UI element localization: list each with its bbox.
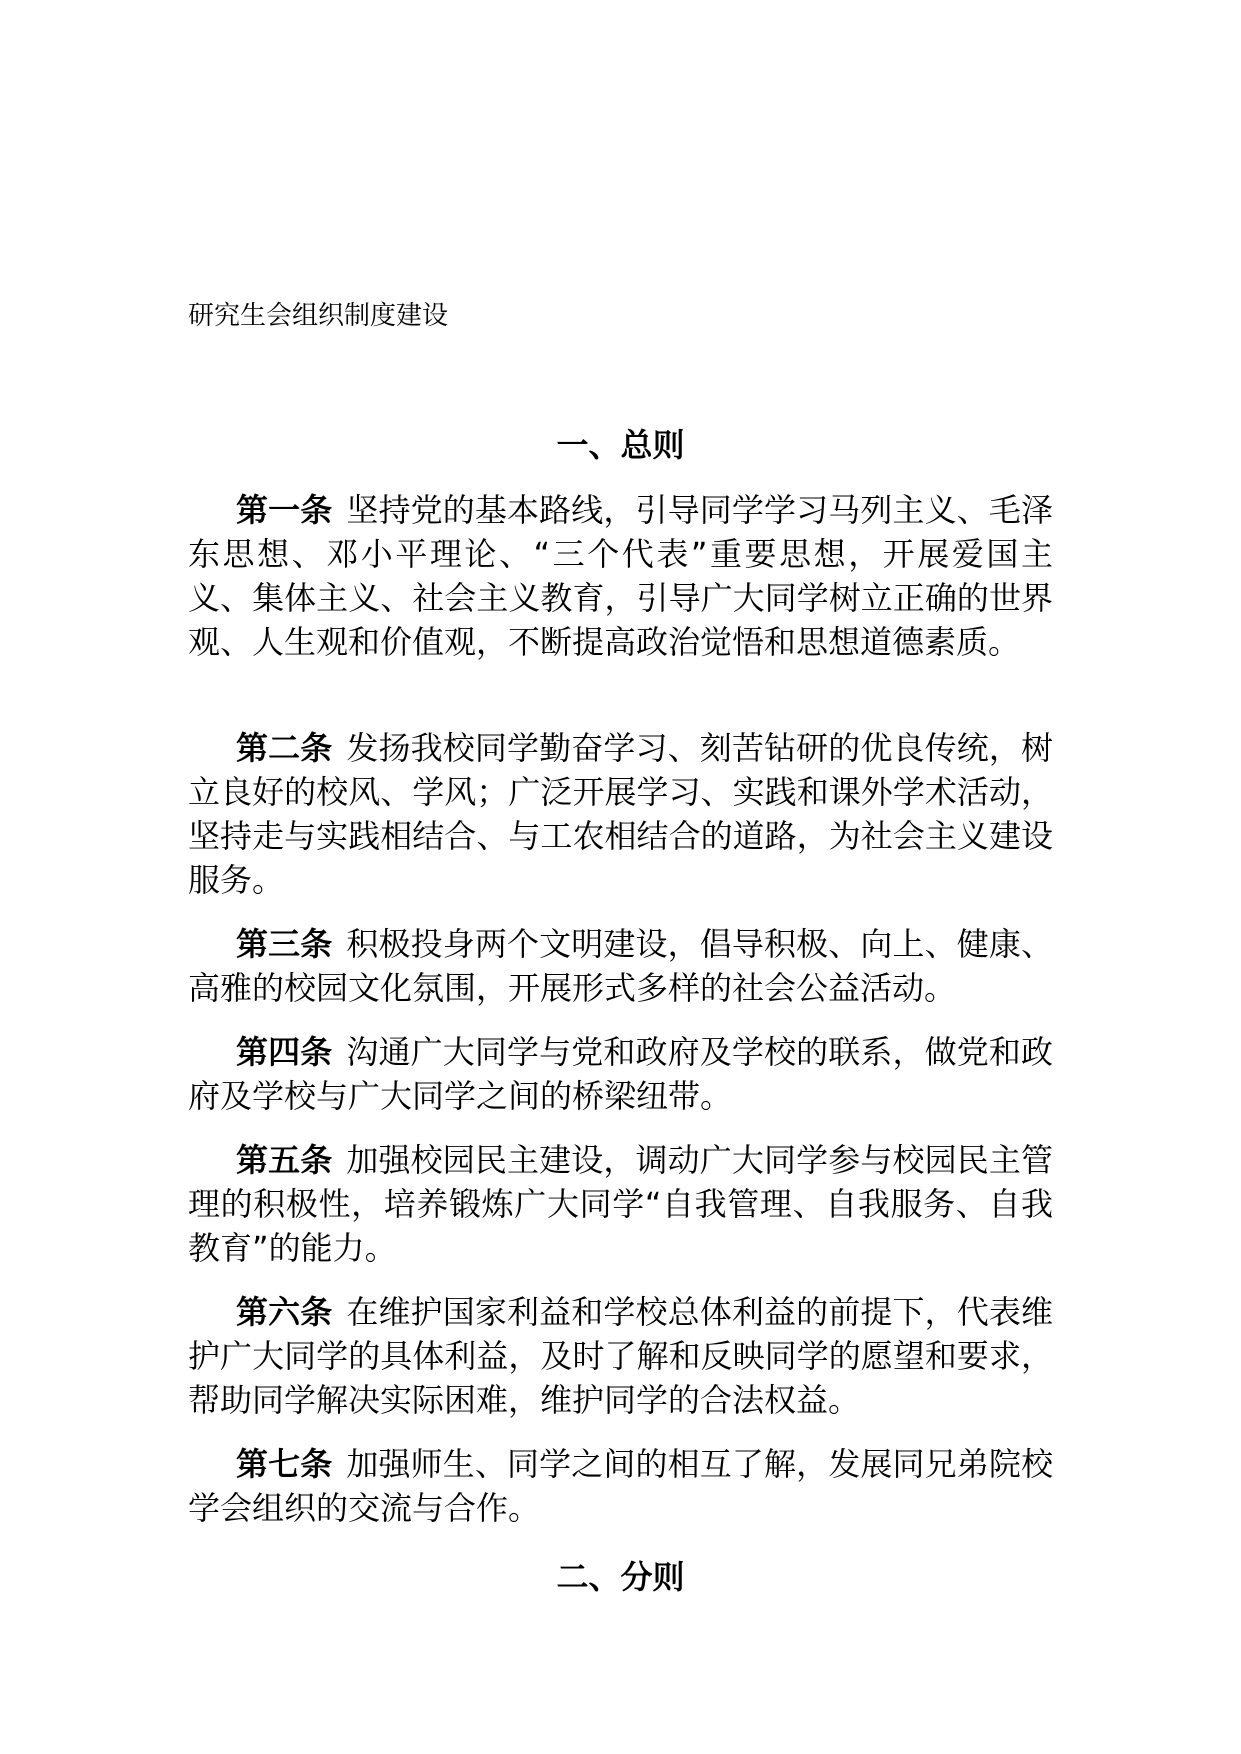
article-6 <box>188 1290 1053 1422</box>
article-label: 第二条 <box>236 729 333 767</box>
article-1 <box>188 488 1053 664</box>
article-label: 第五条 <box>236 1141 333 1179</box>
article-text: 发扬我校同学勤奋学习、刻苦钻研的优良传统，树立良好的校风、学风；广泛开展学习、实践和课外学术活动，坚持走与实践相结合、与工农相结合的道路，为社会主义建设服务。 <box>188 729 1053 899</box>
article-text: 在维护国家利益和学校总体利益的前提下，代表维护广大同学的具体利益，及时了解和反映同学的愿望和要求，帮助同学解决实际困难，维护同学的合法权益。 <box>188 1293 1053 1419</box>
article-label: 第一条 <box>236 491 333 529</box>
article-text: 加强师生、同学之间的相互了解，发展同兄弟院校学会组织的交流与合作。 <box>188 1445 1053 1527</box>
section-heading-general: 一、总则 <box>556 426 685 464</box>
article-3 <box>188 922 1053 1010</box>
document-title: 研究生会组织制度建设 <box>188 301 449 331</box>
article-5 <box>188 1138 1053 1270</box>
section-heading-specific: 二、分则 <box>556 1558 685 1596</box>
article-text: 坚持党的基本路线，引导同学学习马列主义、毛泽东思想、邓小平理论、“三个代表”重要思想，开展爱国主义、集体主义、社会主义教育，引导广大同学树立正确的世界观、人生观和价值观，不断提高政治觉悟和思想道德素质。 <box>188 491 1053 661</box>
article-text: 沟通广大同学与党和政府及学校的联系，做党和政府及学校与广大同学之间的桥梁纽带。 <box>188 1033 1053 1115</box>
article-label: 第七条 <box>236 1445 333 1483</box>
article-7 <box>188 1442 1053 1530</box>
article-2 <box>188 726 1053 902</box>
article-label: 第三条 <box>236 925 333 963</box>
article-label: 第六条 <box>236 1293 333 1331</box>
article-4 <box>188 1030 1053 1118</box>
article-text: 加强校园民主建设，调动广大同学参与校园民主管理的积极性，培养锻炼广大同学“自我管理、自我服务、自我教育”的能力。 <box>188 1141 1053 1267</box>
article-label: 第四条 <box>236 1033 333 1071</box>
article-text: 积极投身两个文明建设，倡导积极、向上、健康、高雅的校园文化氛围，开展形式多样的社会公益活动。 <box>188 925 1053 1007</box>
